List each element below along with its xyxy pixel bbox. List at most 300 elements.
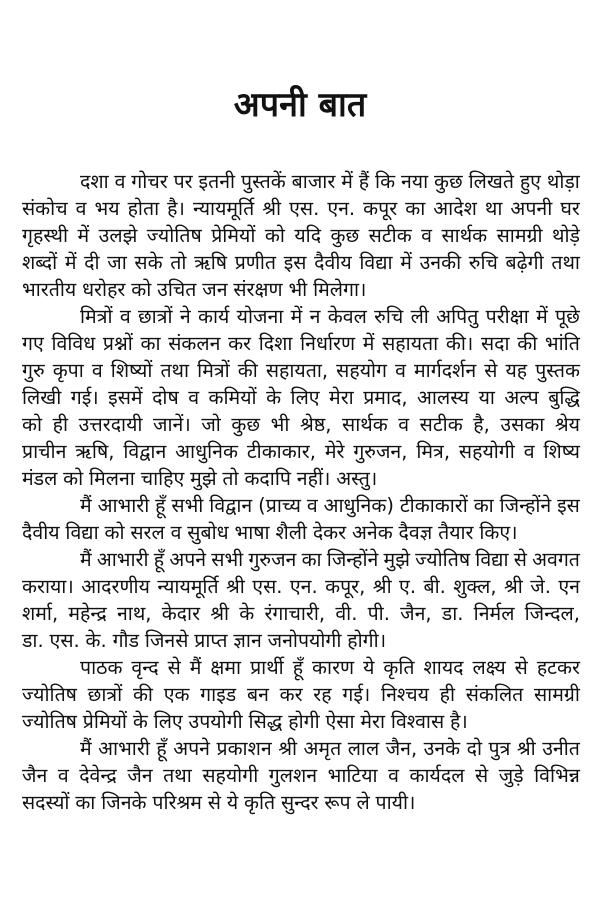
word: रूप <box>324 791 351 814</box>
word: सुबोध <box>187 521 229 544</box>
word: के <box>239 602 255 625</box>
word: था <box>484 197 503 220</box>
text-line <box>22 249 580 276</box>
word: सहयोगी <box>458 440 515 463</box>
text-line <box>22 708 580 735</box>
word: प्रेमियों <box>82 710 127 733</box>
word: श्री <box>278 737 298 760</box>
word: ही <box>52 413 68 436</box>
word: भी <box>288 278 308 301</box>
word: जानें। <box>153 413 191 436</box>
text-line <box>22 519 580 546</box>
word: क्षमा <box>210 656 242 679</box>
word: एन <box>558 575 580 598</box>
text-line <box>22 654 580 681</box>
word: एन. <box>327 197 356 220</box>
word: की। <box>445 332 474 355</box>
word: डा. <box>22 629 44 652</box>
word: की <box>237 359 258 382</box>
word: व <box>57 764 69 787</box>
word: का <box>75 791 96 814</box>
word: दैवीय <box>22 521 60 544</box>
word: आभारी <box>97 494 150 517</box>
word: मिलेगा। <box>313 278 367 301</box>
word: ज्ञान <box>233 629 262 652</box>
word: कदापि <box>244 467 291 490</box>
word: सुन्दर <box>280 791 319 814</box>
word: दी <box>84 251 100 274</box>
word: में <box>77 224 90 247</box>
word: में <box>290 305 303 328</box>
word: लिए <box>290 386 320 409</box>
word: गाइड <box>200 683 237 706</box>
text-line <box>22 411 580 438</box>
word: एस. <box>49 629 80 652</box>
paragraph <box>22 303 580 492</box>
word: के. <box>85 629 107 652</box>
word: व <box>114 170 126 193</box>
word: से <box>167 656 181 679</box>
text-line <box>22 357 580 384</box>
word: तो <box>170 251 187 274</box>
word: की <box>132 683 153 706</box>
word: न्यायमूर्ति <box>192 197 255 220</box>
word: तथा <box>163 764 192 787</box>
text-line <box>22 735 580 762</box>
word: नहीं। <box>296 467 331 490</box>
word: श्री <box>262 197 282 220</box>
text-line <box>22 762 580 789</box>
word: कर <box>279 683 303 706</box>
word: उनकी <box>419 251 462 274</box>
word: न <box>309 305 321 328</box>
word: हूँ <box>292 656 304 679</box>
word: उलझे <box>98 224 138 247</box>
text-line <box>22 330 580 357</box>
word: एस. <box>252 575 283 598</box>
word: बन <box>246 683 269 706</box>
text-line <box>22 546 580 573</box>
word: वृन्द <box>131 656 159 679</box>
word: कर <box>228 332 252 355</box>
word: को <box>22 413 43 436</box>
word: सके <box>134 251 163 274</box>
word: कार्य <box>198 305 230 328</box>
text-line <box>22 276 580 303</box>
word: एन. <box>289 575 318 598</box>
word: अपने <box>169 548 207 571</box>
word: व <box>398 413 410 436</box>
word: को <box>63 467 84 490</box>
word: गुरु <box>22 359 45 382</box>
word: गए <box>22 332 44 355</box>
word: मित्र, <box>416 440 451 463</box>
word: ज्योतिष <box>22 710 77 733</box>
word: मेरा <box>360 710 386 733</box>
word: किए। <box>479 521 518 544</box>
word: ए. <box>399 575 417 598</box>
text-line <box>22 465 580 492</box>
word: लिखी <box>22 386 62 409</box>
word: आलस्य <box>417 386 470 409</box>
word: कार्यदल <box>409 764 465 787</box>
word: टीकाकारों <box>399 494 468 517</box>
word: यदि <box>294 224 322 247</box>
word: पुत्र <box>488 737 511 760</box>
word: उत्तरदायी <box>78 413 143 436</box>
word: जैन, <box>385 737 418 760</box>
word: कुछ <box>330 224 360 247</box>
word: को <box>264 224 285 247</box>
paragraph <box>22 735 580 816</box>
page-title: अपनी बात <box>233 85 367 125</box>
word: कमियों <box>208 386 257 409</box>
word: मुझे <box>383 548 410 571</box>
word: का <box>405 197 426 220</box>
word: सहयोगी <box>202 764 259 787</box>
word: लिए <box>153 710 183 733</box>
word: निश्चय <box>381 683 429 706</box>
word: ऐसा <box>325 710 355 733</box>
text-line <box>22 789 580 816</box>
word: शिष्य <box>543 440 580 463</box>
word: पायी। <box>375 791 416 814</box>
word: आदरणीय <box>81 575 150 598</box>
word: प्राप्त <box>194 629 228 652</box>
word: श्री <box>210 602 230 625</box>
word: शुक्ल, <box>453 575 497 598</box>
word: नया <box>400 170 429 193</box>
word: कृपा <box>52 359 84 382</box>
word: अपनी <box>510 197 553 220</box>
text-line <box>22 600 580 627</box>
word: विश्वास <box>390 710 445 733</box>
word: निर्मल <box>473 602 515 625</box>
word: सरल <box>130 521 165 544</box>
word: प्राचीन <box>22 440 67 463</box>
word: जैन <box>127 764 153 787</box>
word: रुचि <box>468 251 498 274</box>
word: का <box>473 494 494 517</box>
word: तो <box>222 467 239 490</box>
word: संरक्षण <box>233 278 283 301</box>
word: रुचि <box>374 305 404 328</box>
text-line <box>22 195 580 222</box>
word: हूँ <box>156 737 167 760</box>
word: जैन <box>22 764 48 787</box>
paragraph <box>22 492 580 546</box>
word: रह <box>313 683 332 706</box>
word: ऋषि <box>194 251 228 274</box>
word: जुड़े <box>498 764 524 787</box>
word: दोष <box>152 386 179 409</box>
word: सार्थक <box>342 413 388 436</box>
word: लिखते <box>468 170 514 193</box>
word: व <box>306 494 318 517</box>
word: जनोपयोगी <box>267 629 342 652</box>
word: में <box>341 170 353 193</box>
word: ये <box>226 791 239 814</box>
word: डा. <box>441 602 464 625</box>
word: होता <box>127 197 160 220</box>
word: ली <box>410 305 429 328</box>
word: सदस्यों <box>22 791 70 814</box>
word: योजना <box>236 305 284 328</box>
word: टीकाकार, <box>246 440 316 463</box>
word: मैं <box>80 494 92 517</box>
word: बुद्धि <box>548 386 580 409</box>
word: ज्योतिष <box>146 224 202 247</box>
word: महेन्द्र <box>68 602 107 625</box>
text-line <box>22 492 580 519</box>
word: श्री <box>226 575 245 598</box>
word: परिश्रम <box>152 791 202 814</box>
word: गृहस्थी <box>22 224 69 247</box>
word: हटकर <box>536 656 580 679</box>
word: गुरुजन, <box>353 440 408 463</box>
word: सार्थक <box>441 224 488 247</box>
word: श्री <box>504 575 523 598</box>
text-line <box>22 573 580 600</box>
word: को <box>131 278 152 301</box>
word: प्रणीत <box>234 251 277 274</box>
word: पुस्तक <box>535 359 580 382</box>
word: परीक्षा <box>485 305 529 328</box>
word: कृति <box>243 791 276 814</box>
word: श्रेय <box>554 413 580 436</box>
word: आदेश <box>433 197 477 220</box>
word: विद्वान <box>123 440 167 463</box>
word: जिन्होंने <box>326 548 379 571</box>
word: पी. <box>367 602 390 625</box>
word: पाठक <box>80 656 123 679</box>
text-line <box>22 168 580 195</box>
word: से <box>514 656 528 679</box>
word: अमृत <box>303 737 342 760</box>
word: भय <box>94 197 120 220</box>
word: मैं <box>189 656 202 679</box>
word: शर्मा, <box>22 602 59 625</box>
word: व <box>170 521 182 544</box>
word: तथा <box>160 359 190 382</box>
word: मंडल <box>22 467 58 490</box>
word: से <box>484 359 498 382</box>
word: गोचर <box>131 170 168 193</box>
word: में <box>64 251 77 274</box>
word: व <box>523 440 535 463</box>
word: बढ़ेगी <box>505 251 544 274</box>
word: जिनसे <box>144 629 189 652</box>
word: ज्योतिष <box>415 548 471 571</box>
word: अस्तु। <box>336 467 378 490</box>
word: उनके <box>423 737 461 760</box>
word: केवल <box>327 305 367 328</box>
text-line <box>22 384 580 411</box>
word: से <box>207 791 221 814</box>
word: सहायता, <box>265 359 329 382</box>
paragraph <box>22 168 580 303</box>
word: पर <box>173 170 193 193</box>
word: आधुनिक) <box>323 494 394 517</box>
word: प्रकाशन <box>216 737 272 760</box>
word: में <box>536 305 548 328</box>
word: आभारी <box>96 548 149 571</box>
text-line <box>22 438 580 465</box>
word: कपूर, <box>325 575 366 598</box>
word: व <box>395 359 406 382</box>
word: हूँ <box>155 494 166 517</box>
word: कि <box>375 170 396 193</box>
word: जो <box>201 413 221 436</box>
word: बाजार <box>291 170 336 193</box>
word: प्रश्नों <box>102 332 133 355</box>
word: जन <box>202 278 228 301</box>
word: विद्वान <box>209 494 253 517</box>
document-body <box>22 168 580 816</box>
word: कपूर <box>363 197 398 220</box>
word: चाहिए <box>140 467 185 490</box>
word: व <box>388 764 399 787</box>
word: प्रेमियों <box>211 224 256 247</box>
word: ज्योतिष <box>22 683 77 706</box>
word: रंगाचारी, <box>264 602 326 625</box>
word: सटीक <box>368 224 412 247</box>
word: गौड <box>112 629 140 652</box>
word: तथा <box>551 251 580 274</box>
word: जा <box>107 251 127 274</box>
word: व <box>75 197 87 220</box>
word: सिद्ध <box>248 710 283 733</box>
word: है। <box>450 710 468 733</box>
word: कारण <box>312 656 355 679</box>
word: छात्रों <box>138 305 173 328</box>
word: का <box>301 548 322 571</box>
word: इतनी <box>198 170 236 193</box>
word: अपने <box>173 737 210 760</box>
word: मार्गदर्शन <box>414 359 477 382</box>
word: के <box>132 710 148 733</box>
word: होगी <box>288 710 320 733</box>
word: जैन, <box>400 602 432 625</box>
word: होगी। <box>347 629 387 652</box>
word: से <box>474 764 489 787</box>
word: उसका <box>500 413 545 436</box>
word: कुछ <box>434 170 463 193</box>
word: भारतीय <box>22 278 77 301</box>
word: संकलित <box>465 683 524 706</box>
word: अल्प <box>504 386 539 409</box>
word: गुरुजन <box>248 548 297 571</box>
word: अपितु <box>436 305 479 328</box>
word: वी. <box>335 602 358 625</box>
word: सामग्री <box>496 224 543 247</box>
word: में <box>362 332 375 355</box>
word: उचित <box>157 278 197 301</box>
word: इसमें <box>108 386 143 409</box>
word: मित्रों <box>80 305 113 328</box>
word: शब्दों <box>22 251 58 274</box>
word: थोड़ा <box>546 170 580 193</box>
word: इस <box>557 494 580 517</box>
word: मेरा <box>329 386 354 409</box>
word: की <box>517 332 538 355</box>
word: भी <box>270 413 290 436</box>
word: अनेक <box>351 521 393 544</box>
word: यह <box>505 359 528 382</box>
word: हूँ <box>153 548 165 571</box>
word: सभी <box>211 548 244 571</box>
word: बी. <box>423 575 446 598</box>
word: श्री <box>372 575 392 598</box>
word: संकोच <box>22 197 68 220</box>
paragraph <box>22 654 580 735</box>
word: आधुनिक <box>175 440 238 463</box>
word: गुलशन <box>268 764 318 787</box>
word: दिशा <box>258 332 293 355</box>
paragraph <box>22 546 580 654</box>
word: गई। <box>70 386 99 409</box>
word: को <box>104 521 125 544</box>
word: देकर <box>312 521 347 544</box>
word: घर <box>560 197 580 220</box>
word: सामग्री <box>534 683 580 706</box>
word: न्यायमूर्ति <box>157 575 219 598</box>
word: संकलन <box>168 332 221 355</box>
word: मित्रों <box>197 359 230 382</box>
word: भाषा <box>234 521 270 544</box>
word: या <box>478 386 495 409</box>
text-line <box>22 303 580 330</box>
word: विभिन्न <box>534 764 580 787</box>
text-line <box>22 627 580 654</box>
word: कराया। <box>22 575 74 598</box>
word: विद्या <box>65 521 99 544</box>
word: ने <box>179 305 191 328</box>
word: जिन्होंने <box>499 494 552 517</box>
word: धरोहर <box>82 278 126 301</box>
word: सहायता <box>382 332 439 355</box>
word: ये <box>363 656 375 679</box>
word: ऋषि, <box>75 440 115 463</box>
word: दैवज्ञ <box>398 521 433 544</box>
word: कृति <box>383 656 415 679</box>
word: पुस्तकें <box>241 170 286 193</box>
word: उपयोगी <box>188 710 243 733</box>
word: (प्राच्य <box>258 494 301 517</box>
word: श्रेष्ठ, <box>299 413 332 436</box>
word: दैवीय <box>314 251 352 274</box>
word: मुझे <box>190 467 217 490</box>
word: जे. <box>530 575 551 598</box>
word: सदा <box>480 332 510 355</box>
text-line <box>22 681 580 708</box>
word: सहयोग <box>336 359 388 382</box>
word: में <box>400 251 412 274</box>
word: तैयार <box>438 521 474 544</box>
word: हुए <box>519 170 541 193</box>
word: प्रमाद, <box>363 386 408 409</box>
word: मैं <box>80 737 92 760</box>
word: शिष्यों <box>110 359 153 382</box>
word: केदार <box>161 602 201 625</box>
word: का <box>140 332 161 355</box>
word: छात्रों <box>87 683 123 706</box>
word: उनीत <box>542 737 580 760</box>
word: लाल <box>347 737 380 760</box>
word: भाटिया <box>327 764 378 787</box>
word: आभारी <box>98 737 150 760</box>
word: मैं <box>80 548 92 571</box>
